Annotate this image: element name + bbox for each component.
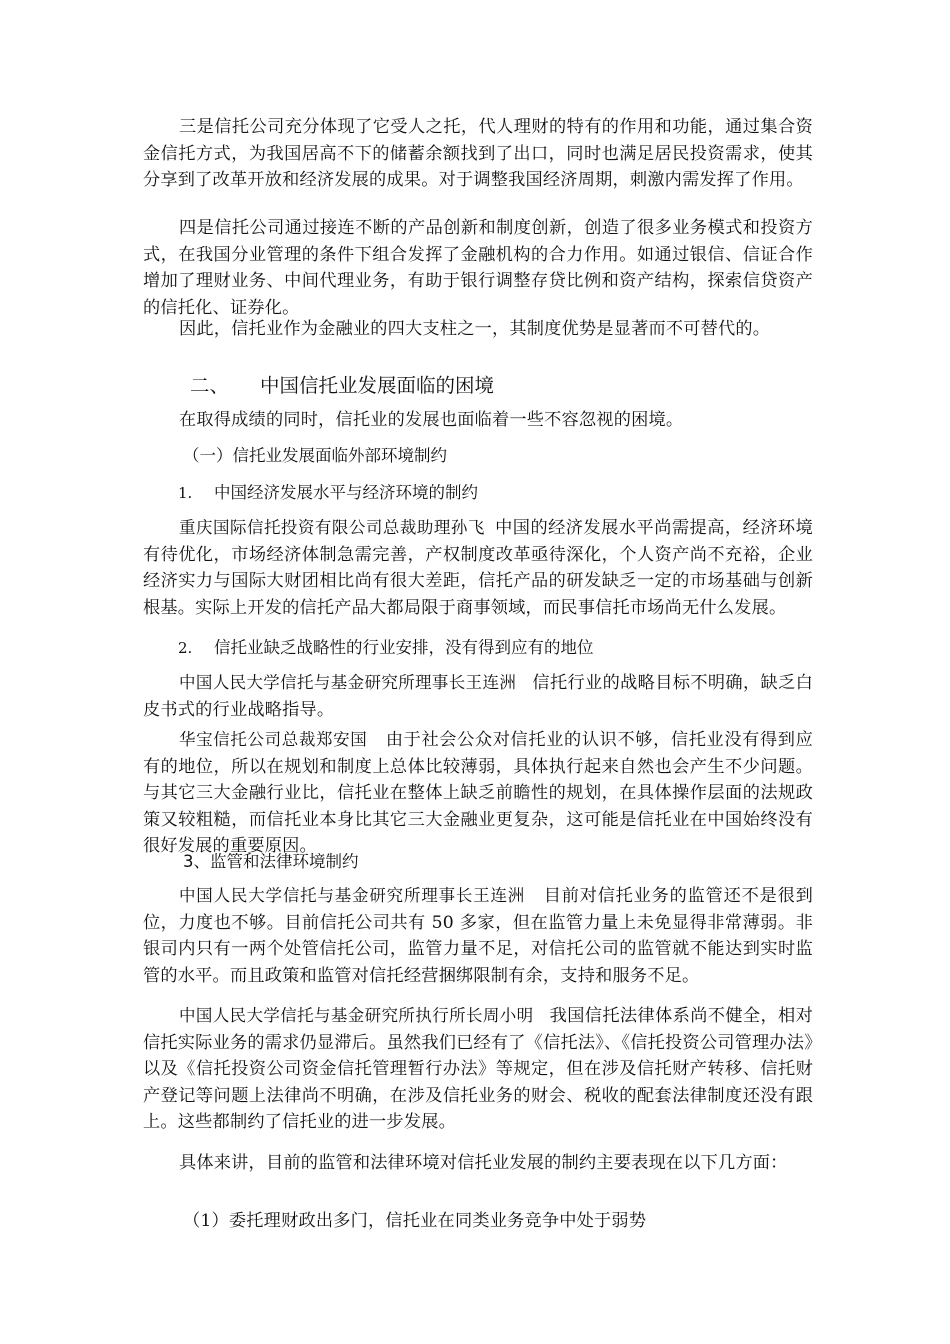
item-one-heading xyxy=(178,480,798,506)
quote-text: 信托行业的战略目标不明确，缺乏白皮书式的行业战略指导。 xyxy=(143,673,814,720)
item-one-number: 1. xyxy=(178,484,193,502)
item-two-quote-a xyxy=(143,670,813,723)
speaker-name: 华宝信托公司总裁郑安国 xyxy=(179,730,368,749)
subsection-heading: （一）信托业发展面临外部环境制约 xyxy=(183,446,447,465)
quote-text: 由于社会公众对信托业的认识不够，信托业没有得到应有的地位，所以在规划和制度上总体比较薄弱，具体执行起来自然也会产生不少问题。与其它三大金融行业比，信托业在整体上缺乏前瞻性的规划，在具体操作层面的法规政策又较粗糙，而信托业本身比其它三大金融业更复杂，这可能是信托业在中国始终没有很好发展的重要原因。 xyxy=(143,730,813,856)
item-two-number: 2. xyxy=(178,639,193,657)
speaker-name: 中国人民大学信托与基金研究所执行所长周小明 xyxy=(179,1006,534,1025)
summary-paragraph: 具体来讲，目前的监管和法律环境对信托业发展的制约主要表现在以下几方面： xyxy=(179,1153,788,1173)
item-two-heading xyxy=(178,635,798,661)
speaker-name: 中国人民大学信托与基金研究所理事长王连洲 xyxy=(179,673,517,692)
section-heading xyxy=(190,372,810,400)
item-two-title: 信托业缺乏战略性的行业安排，没有得到应有的地位 xyxy=(214,638,594,657)
paragraph-four: 四是信托公司通过接连不断的产品创新和制度创新，创造了很多业务模式和投资方式，在我国分业管理的条件下组合发挥了金融机构的合力作用。如通过银信、信证合作增加了理财业务、中间代理业务，有助于银行调整存贷比例和资产结构，探索信贷资产的信托化、证券化。 xyxy=(143,218,813,318)
item-three-heading: 3、监管和法律环境制约 xyxy=(183,852,359,871)
speaker-name: 重庆国际信托投资有限公司总裁助理孙飞 xyxy=(179,518,485,537)
quote-text: 中国的经济发展水平尚需提高，经济环境有待优化，市场经济体制急需完善，产权制度改革亟待深化，个人资产尚不充裕，企业经济实力与国际大财团相比尚有很大差距，信托产品的研发缺乏一定的市场基础与创新根基。实际上开发的信托产品大都局限于商事领域，而民事信托市场尚无什么发展。 xyxy=(143,518,813,618)
item-one-quote xyxy=(143,515,813,621)
item-one-title: 中国经济发展水平与经济环境的制约 xyxy=(214,483,478,502)
section-intro: 在取得成绩的同时，信托业的发展也面临着一些不容忽视的困境。 xyxy=(179,410,684,430)
section-number: 二、 xyxy=(190,374,230,397)
item-three-quote-a xyxy=(143,883,813,989)
item-two-quote-b xyxy=(143,727,813,860)
item-three-quote-b xyxy=(143,1003,813,1136)
quote-text: 目前对信托业务的监管还不是很到位，力度也不够。目前信托公司共有 50 多家，但在监管力量上未免显得非常薄弱。非银司内只有一两个处管信托公司，监管力量不足，对信托公司的监管就不能达到实时监管的水平。而且政策和监管对信托经营捆绑限制有余，支持和服务不足。 xyxy=(143,886,813,986)
quote-text: 我国信托法律体系尚不健全，相对信托实际业务的需求仍显滞后。虽然我们已经有了《信托法》、《信托投资公司管理办法》以及《信托投资公司资金信托管理暂行办法》等规定，但在涉及信托财产转移、信托财产登记等问题上法律尚不明确，在涉及信托业务的财会、税收的配套法律制度还没有跟上。这些都制约了信托业的进一步发展。 xyxy=(143,1006,813,1132)
paragraph-conclusion: 因此，信托业作为金融业的四大支柱之一，其制度优势是显著而不可替代的。 xyxy=(179,319,771,339)
speaker-name: 中国人民大学信托与基金研究所理事长王连洲 xyxy=(179,886,526,905)
point-one: （1）委托理财政出多门，信托业在同类业务竞争中处于弱势 xyxy=(183,1211,647,1231)
section-title: 中国信托业发展面临的困境 xyxy=(260,374,495,397)
paragraph-three: 三是信托公司充分体现了它受人之托，代人理财的特有的作用和功能，通过集合资金信托方式，为我国居高不下的储蓄余额找到了出口，同时也满足居民投资需求，使其分享到了改革开放和经济发展的成果。对于调整我国经济周期，刺激内需发挥了作用。 xyxy=(143,117,813,190)
